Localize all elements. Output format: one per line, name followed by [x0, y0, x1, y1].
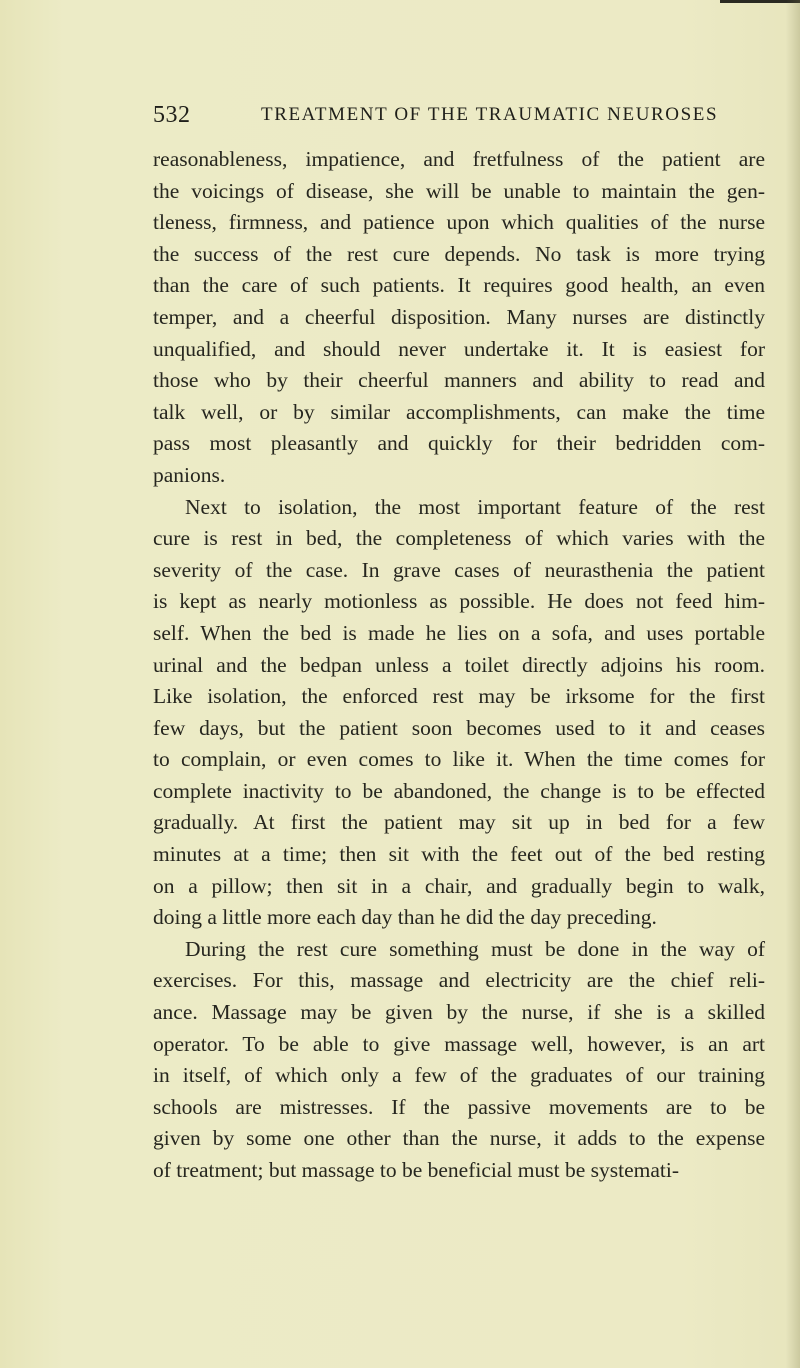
text-line: ance. Massage may be given by the nurse, if she is a skilled — [153, 1000, 765, 1025]
text-line: unqualified, and should never undertake it. It is easiest for — [153, 336, 765, 361]
text-line: schools are mistresses. If the passive movements are to be — [153, 1094, 765, 1119]
text-line: exercises. For this, massage and electricity are the chief reli- — [153, 968, 765, 993]
running-title: TREATMENT OF THE TRAUMATIC NEUROSES — [261, 104, 719, 125]
text-line: self. When the bed is made he lies on a sofa, and uses portable — [153, 620, 765, 645]
text-line: than the care of such patients. It requires good health, an even — [153, 273, 765, 298]
text-line: the success of the rest cure depends. No task is more trying — [153, 241, 765, 266]
text-line: to complain, or even comes to like it. When the time comes for — [153, 747, 765, 772]
text-line: in itself, of which only a few of the graduates of our training — [153, 1063, 765, 1088]
text-line: cure is rest in bed, the completeness of which varies with the — [153, 526, 765, 551]
text-line: complete inactivity to be abandoned, the change is to be effected — [153, 778, 765, 803]
text-line: few days, but the patient soon becomes used to it and ceases — [153, 715, 765, 740]
text-line: temper, and a cheerful disposition. Many nurses are distinctly — [153, 304, 765, 329]
text-line: the voicings of disease, she will be unable to maintain the gen- — [153, 178, 765, 203]
body-text — [153, 144, 765, 1187]
text-line: Like isolation, the enforced rest may be irksome for the first — [153, 684, 765, 709]
text-line: During the rest cure something must be done in the way of — [185, 936, 765, 961]
text-line: talk well, or by similar accomplishments, can make the time — [153, 399, 765, 424]
text-line: tleness, firmness, and patience upon which qualities of the nurse — [153, 210, 765, 235]
text-line: panions. — [153, 462, 226, 487]
text-line: severity of the case. In grave cases of neurasthenia the patient — [153, 557, 765, 582]
page-header — [153, 98, 773, 134]
page-number: 532 — [153, 102, 191, 128]
page-edge-shadow — [786, 0, 800, 1368]
text-line: pass most pleasantly and quickly for their bedridden com- — [153, 431, 765, 456]
text-line: on a pillow; then sit in a chair, and gradually begin to walk, — [153, 873, 765, 898]
text-line: gradually. At first the patient may sit up in bed for a few — [153, 810, 765, 835]
text-line: operator. To be able to give massage well, however, is an art — [153, 1031, 765, 1056]
text-line: doing a little more each day than he did the day preceding. — [153, 905, 657, 930]
text-line: reasonableness, impatience, and fretfulness of the patient are — [153, 147, 765, 171]
text-line: minutes at a time; then sit with the feet out of the bed resting — [153, 842, 765, 867]
text-line: urinal and the bedpan unless a toilet directly adjoins his room. — [153, 652, 765, 677]
text-line: given by some one other than the nurse, it adds to the expense — [153, 1126, 765, 1151]
text-line: Next to isolation, the most important feature of the rest — [185, 494, 765, 519]
text-line: those who by their cheerful manners and ability to read and — [153, 368, 765, 393]
text-line: of treatment; but massage to be beneficial must be systemati- — [153, 1158, 679, 1182]
text-line: is kept as nearly motionless as possible. He does not feed him- — [153, 589, 765, 614]
